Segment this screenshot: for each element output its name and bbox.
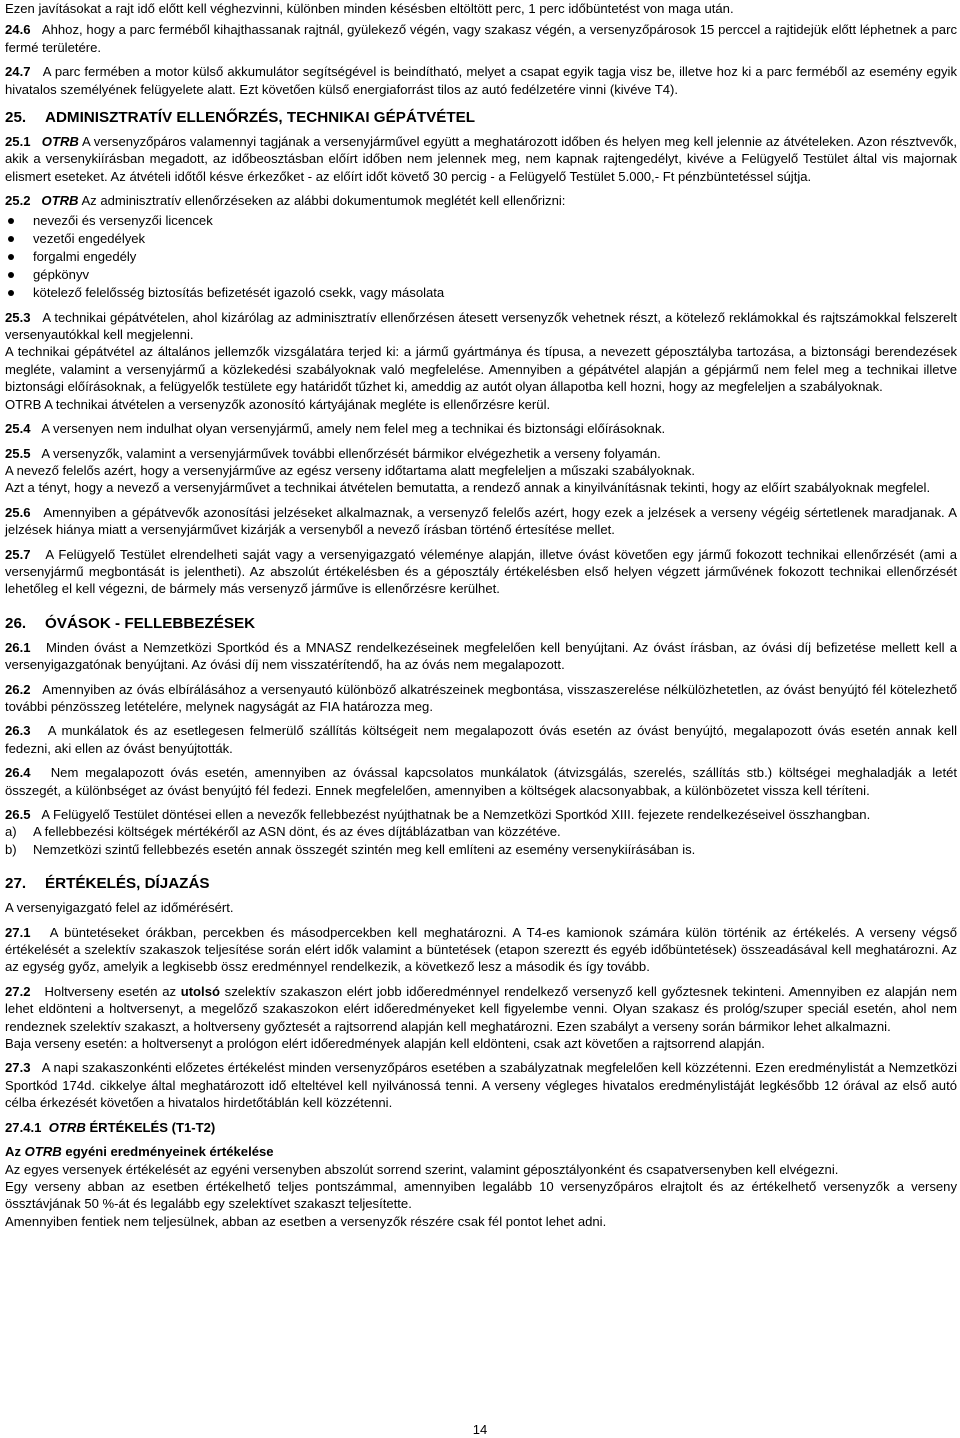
- document-list: [5, 212, 957, 302]
- paragraph-evaluation-3: Amennyiben fentiek nem teljesülnek, abban az esetben a versenyzők részére csak fél pontot lehet adni.: [5, 1213, 607, 1229]
- paragraph-27-1: [5, 924, 957, 976]
- paragraph-text: A munkálatok és az esetlegesen felmerülő szállítás költségeit nem megalapozott óvás esetén az óvást benyújtó, megalapozott óvás esetén annak kell fedezni, aki ellen az óvást benyújtották.: [5, 723, 957, 756]
- section-number: 27.4.1: [5, 1119, 42, 1135]
- heading-25: [5, 108, 957, 127]
- paragraph-text: A büntetéseket órákban, percekben és másodpercekben kell meghatározni. A T4-es kamionok számára külön történik az értékelés. A verseny végső értékelését a szelektív szakaszok teljesítése során elért idők valamint a büntetések (etapon szereztt és egyéb időbüntetések) összeadásával kell meghatározni. Az az egység győz, amelyik a legkisebb össz eredménnyel rendelkezik, a következő lesz a második és így tovább.: [5, 924, 957, 975]
- heading-26: [5, 614, 957, 633]
- list-item: [5, 212, 957, 230]
- list-item: [5, 266, 957, 284]
- paragraph-25-5-b: A nevező felelős azért, hogy a versenyjárműve az egész verseny időtartama alatt megfeleljen a műszaki szabályoknak.: [5, 462, 695, 478]
- section-number: 26.5: [5, 807, 31, 822]
- paragraph-text: szelektív szakaszon elért jobb időeredménnyel rendelkező versenyző kell győztesnek tekinteni. Amennyiben ez alapján nem lehet eldönteni a holtversenyt, a megelőző szakaszokon elért időeredményeket kell figyelembe venni. Olyan szakasz és prológ/szuper speciál esetén, ahol nem rendeznek szelektív szakaszt, a holtverseny győztesét a rajtsorrend alapján kell meghatározni. Ezen szabályt a verseny során bármikor lehet alkalmazni.: [5, 983, 957, 1034]
- paragraph-25-2: [5, 192, 957, 209]
- paragraph-27-2: [5, 983, 957, 1035]
- paragraph-24-6: [5, 21, 957, 56]
- paragraph-24-7: [5, 63, 957, 98]
- section-number: 27.3: [5, 1060, 31, 1076]
- section-number: 25.3: [5, 309, 31, 325]
- heading-title: ADMINISZTRATÍV ELLENŐRZÉS, TECHNIKAI GÉPÁTVÉTEL: [45, 109, 476, 127]
- document-page: [5, 0, 957, 1230]
- paragraph-26-3: [5, 722, 957, 757]
- paragraph-evaluation-1: Az egyes versenyek értékelését az egyéni versenyben abszolút sorrend szerint, valamint géposztályonként és csapatversenyben kell elvégezni.: [5, 1161, 839, 1177]
- paragraph-text: A Felügyelő Testület döntései ellen a nevezők fellebbezést nyújthatnak be a Nemzetközi Sportkód XIII. fejezete rendelkezéseivel összhangban.: [41, 807, 871, 822]
- subheading-text: egyéni eredményeinek értékelése: [65, 1144, 274, 1160]
- paragraph-27-3: [5, 1059, 957, 1111]
- section-number: 25.5: [5, 445, 31, 461]
- heading-number: 25.: [5, 109, 27, 127]
- otrb-label: OTRB: [24, 1144, 62, 1160]
- item-text: Nemzetközi szintű fellebbezés esetén annak összegét szintén meg kell említeni az esemény versenykiírásában is.: [33, 841, 696, 857]
- list-item-text: nevezői és versenyzői licencek: [33, 212, 213, 228]
- section-number: 25.2: [5, 193, 31, 209]
- paragraph-27-2-b: Baja verseny esetén: a holtversenyt a prológon elért időeredmények alapján kell eldönteni, csak azt követően a rajtsorrend alapján.: [5, 1036, 765, 1052]
- section-number: 25.4: [5, 421, 31, 437]
- section-number: 26.2: [5, 681, 31, 697]
- appeal-item-a: [5, 823, 957, 840]
- section-number: 24.6: [5, 22, 31, 38]
- list-item-text: vezetői engedélyek: [33, 230, 146, 246]
- bullet-icon: [8, 290, 14, 296]
- list-item-text: kötelező felelősség biztosítás befizetését igazoló csekk, vagy másolata: [33, 284, 445, 300]
- paragraph-25-7: [5, 546, 957, 598]
- section-number: 24.7: [5, 64, 31, 80]
- paragraph-text: Ahhoz, hogy a parc ferméből kihajthassanak rajtnál, gyülekező végén, vagy szakasz végén, a versenyzőpárosok 15 perccel a rajtidejük előtt léphetnek a parc fermé területére.: [5, 22, 958, 55]
- paragraph-text: A versenyen nem indulhat olyan versenyjármű, amely nem felel meg a technikai és biztonsági előírásoknak.: [41, 421, 666, 437]
- item-label: a): [5, 824, 17, 840]
- paragraph-text: A napi szakaszonkénti előzetes értékelést minden versenyzőpáros esetében a szabályzatnak megfelelően kell közzétenni. Ezen eredménylistát a Nemzetközi Sportkód 174d. cikkelye által meghatározott idő elteltével kell nyilvánossá tenni. A verseny végleges hivatalos eredménylistáját legkésőbb 12 órával az első autó célba érkezését követően a hivatalos hirdetőtáblán kell közzétenni.: [5, 1060, 957, 1111]
- section-number: 25.7: [5, 546, 31, 562]
- paragraph-text: Amennyiben a gépátvevők azonosítási jelzéseket alkalmaznak, a versenyző felelős azért, hogy ezek a jelzések a verseny végéig sértetlenek maradjanak. A jelzések hiánya miatt a versenyjárművet kizárják a versenyből a nevező írásban történő értesítése mellet.: [5, 504, 957, 538]
- paragraph-25-3: [5, 309, 957, 344]
- paragraph-text: Amennyiben az óvás elbírálásához a versenyautó különböző alkatrészeinek megbontása, visszaszerelése nélkülözhetetlen, az óvást benyújtó fél kötelezhető további pénzösszeg letételére, melynek nagyságát az FIA határozza meg.: [5, 681, 958, 714]
- paragraph-26-1: [5, 639, 957, 674]
- paragraph-text: Az adminisztratív ellenőrzéseken az alábbi dokumentumok meglétét kell ellenőrizni:: [81, 193, 566, 209]
- subheading-text: Az: [5, 1144, 22, 1160]
- otrb-label: OTRB: [41, 134, 79, 150]
- paragraph-26-2: [5, 681, 957, 716]
- subheading-individual-results: [5, 1143, 957, 1160]
- paragraph-text: Nem megalapozott óvás esetén, amennyiben az óvással kapcsolatos munkálatok (átvizsgálás, szerelés, szállítás stb.) költségei meghaladják a letét összegét, a különbséget az óvást benyújtó fél fedezi. Ennek megfelelően, amennyiben a költségek alacsonyabbak, a különbözetet vissza kell téríteni.: [5, 765, 958, 798]
- paragraph-26-4: [5, 764, 957, 799]
- heading-title: ÉRTÉKELÉS, DÍJAZÁS: [45, 875, 210, 893]
- paragraph-25-3-c: OTRB A technikai átvételen a versenyzők azonosító kártyájának megléte is ellenőrzésre kerül.: [5, 396, 551, 412]
- bullet-icon: [8, 218, 14, 224]
- list-item-text: forgalmi engedély: [33, 248, 137, 264]
- bullet-icon: [8, 236, 14, 242]
- paragraph-text: A versenyzők, valamint a versenyjárművek további ellenőrzését bármikor elvégezhetik a verseny folyamán.: [41, 445, 661, 461]
- paragraph-text: A technikai gépátvételen, ahol kizárólag az adminisztratív ellenőrzésen átesett versenyzők vehetnek részt, a kötelező reklámokkal és rajtszámokkal felszerelt versenyautókkal kell megjelenni.: [5, 309, 957, 343]
- heading-27-4-1: [5, 1119, 957, 1136]
- list-item: [5, 284, 957, 302]
- otrb-label: OTRB: [48, 1119, 86, 1135]
- section-number: 26.4: [5, 765, 31, 781]
- list-item-text: gépkönyv: [33, 266, 90, 282]
- heading-number: 27.: [5, 875, 27, 893]
- section-number: 25.1: [5, 134, 31, 150]
- paragraph-text: A versenyzőpáros valamennyi tagjának a versenyjárművel együtt a meghatározott időben és helyen meg kell jelennie az átvételeken. Azon résztvevők, akik a versenykiírásban megadott, az időbeosztásban előírt időben nem jelennek meg, nem kapnak rajtengedélyt, kivéve a Felügyelő Testület által vis majornak elismert eseteket. Az átvételi időtől késve érkezőket - az előírt időt követő 30 percig - a Felügyelő Testület 5.000,- Ft pénzbüntetéssel sújtja.: [5, 134, 957, 184]
- emphasis-text: utolsó: [180, 983, 220, 999]
- paragraph-text: A parc fermében a motor külső akkumulátor segítségével is beindítható, melyet a csapat egyik tagja visz be, illetve hoz ki a parc ferméből az esemény egyik hivatalos személyének felügyelete alatt. Ezt követően külső energiaforrást tilos az autó fedélzetére vinni (kivéve T4).: [5, 64, 957, 97]
- item-label: b): [5, 841, 17, 857]
- subheading-title: ÉRTÉKELÉS (T1-T2): [89, 1119, 216, 1135]
- paragraph-text: Minden óvást a Nemzetközi Sportkód és a MNASZ rendelkezéseinek megfelelően kell benyújtani. Az óvást írásban, az óvási díj befizetése mellett kell a versenyigazgatónak benyújtani. Az óvási díj nem visszatérítendő, ha az óvás nem megalapozott.: [5, 639, 957, 673]
- heading-title: ÓVÁSOK - FELLEBBEZÉSEK: [45, 614, 256, 632]
- section-number: 27.2: [5, 983, 31, 999]
- paragraph-25-4: [5, 420, 957, 437]
- paragraph-text: A Felügyelő Testület elrendelheti saját vagy a versenyigazgató véleménye alapján, illetve óvást követően egy jármű fokozott technikai ellenőrzését (ami a versenyjármű megbontását is jelentheti). Az abszolút értékelésben és a géposztály értékelésben első helyen végzett járművének fokozott technikai ellenőrzését lehetőleg el kell végezni, de bármely más versenyző járműve is ellenőrzésre kerülhet.: [5, 546, 957, 597]
- paragraph-text: Holtverseny esetén az: [44, 983, 177, 999]
- intro-line: Ezen javításokat a rajt idő előtt kell véghezvinni, különben minden késésben eltöltött perc, 1 perc időbüntetést von maga után.: [5, 1, 734, 16]
- paragraph-27-intro: A versenyigazgató felel az időmérésért.: [5, 900, 234, 916]
- paragraph-25-5-c: Azt a tényt, hogy a nevező a versenyjárművet a technikai átvételen bemutatta, a rendező annak a kinyilvánításnak tekinti, hogy az előírt szabályoknak megfelel.: [5, 480, 931, 496]
- section-number: 26.1: [5, 639, 31, 655]
- section-number: 26.3: [5, 723, 31, 739]
- paragraph-evaluation-2: Egy verseny abban az esetben értékelhető teljes pontszámmal, amennyiben legalább 10 versenyzőpáros elrajtolt és az értékelhető versenyzők a verseny össztávjának 50 %-át és legalább egy szelektívet szakaszt teljesítette.: [5, 1178, 957, 1212]
- item-text: A fellebbezési költségek mértékéről az ASN dönt, és az éves díjtáblázatban van közzétéve.: [33, 824, 561, 840]
- paragraph-25-1: [5, 133, 957, 185]
- heading-27: [5, 874, 957, 893]
- heading-number: 26.: [5, 614, 27, 632]
- list-item: [5, 248, 957, 266]
- appeal-item-b: [5, 841, 957, 858]
- section-number: 25.6: [5, 504, 31, 520]
- section-number: 27.1: [5, 924, 31, 940]
- paragraph-25-3-b: A technikai gépátvétel az általános jellemzők vizsgálatára terjed ki: a jármű gyártmánya és típusa, a nevezett géposztályba tartozása, a biztonsági berendezések megléte, valamint a versenyjármű a közlekedési szabályoknak való megfelelése. Amennyiben a gépátvétel alapján a gépjármű nem felel meg a technikai illetve biztonsági előírásoknak, a felügyelők testülete egy határidőt tűzhet ki, ameddig az autót olyan állapotba kell hozni, hogy az megfeleljen a szabályoknak.: [5, 344, 957, 395]
- bullet-icon: [8, 254, 14, 260]
- paragraph-25-6: [5, 504, 957, 539]
- paragraph-25-5: [5, 445, 957, 462]
- bullet-icon: [8, 272, 14, 278]
- page-number: 14: [472, 1422, 488, 1437]
- otrb-label: OTRB: [41, 193, 79, 209]
- list-item: [5, 230, 957, 248]
- paragraph-26-5: [5, 806, 957, 823]
